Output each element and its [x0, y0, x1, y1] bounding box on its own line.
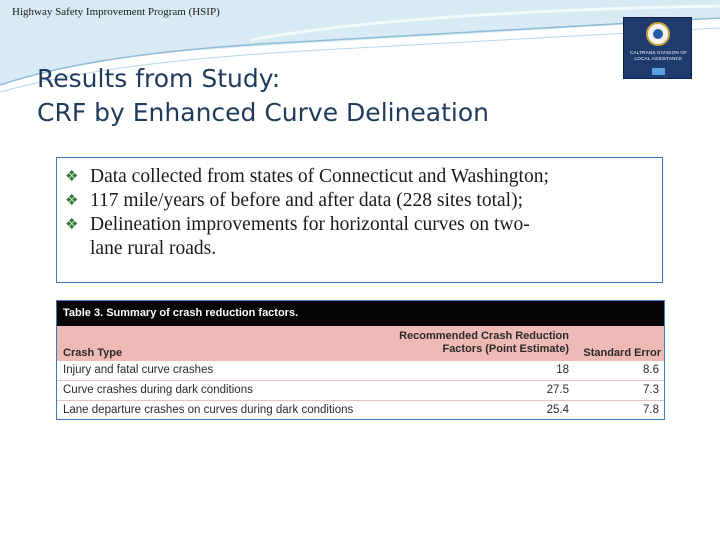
crf-summary-table — [56, 300, 665, 420]
slide-title — [37, 62, 489, 130]
cell-crf: 27.5 — [546, 384, 569, 396]
slide-title-line1: Results from Study: — [37, 64, 281, 93]
bullet-item — [64, 213, 662, 237]
header-caption: Highway Safety Improvement Program (HSIP) — [12, 6, 220, 18]
table-row — [57, 361, 664, 381]
bullet-text: Data collected from states of Connecticut and Washington; — [90, 166, 549, 187]
logo-mark-icon — [652, 68, 665, 75]
header-crf-line2: Factors (Point Estimate) — [442, 343, 569, 355]
diamond-bullet-icon: ❖ — [65, 217, 79, 233]
caltrans-logo — [623, 17, 692, 79]
diamond-bullet-icon: ❖ — [65, 169, 79, 185]
caltrans-seal-icon — [646, 22, 670, 46]
slide-title-line2: CRF by Enhanced Curve Delineation — [37, 98, 490, 127]
table-title: Table 3. Summary of crash reduction factors. — [57, 301, 664, 326]
bullet-text: lane rural roads. — [90, 238, 217, 259]
logo-text: CALTRANS DIVISION OF LOCAL ASSISTANCE — [629, 50, 688, 61]
header-crf-line1: Recommended Crash Reduction — [399, 330, 569, 342]
header-crf — [399, 330, 569, 356]
table-header-row — [57, 326, 664, 361]
cell-crash-type: Curve crashes during dark conditions — [63, 384, 253, 396]
cell-crash-type: Lane departure crashes on curves during dark conditions — [63, 404, 354, 416]
cell-standard-error: 7.3 — [643, 384, 659, 396]
header-standard-error: Standard Error — [583, 347, 661, 359]
bullet-item — [64, 165, 662, 189]
table-row — [57, 381, 664, 401]
cell-crash-type: Injury and fatal curve crashes — [63, 364, 214, 376]
bullet-text: Delineation improvements for horizontal curves on two- — [90, 214, 530, 235]
bullet-text: 117 mile/years of before and after data (228 sites total); — [90, 190, 523, 211]
diamond-bullet-icon: ❖ — [65, 193, 79, 209]
cell-standard-error: 8.6 — [643, 364, 659, 376]
bullet-item — [64, 189, 662, 213]
cell-crf: 25.4 — [546, 404, 569, 416]
cell-standard-error: 7.8 — [643, 404, 659, 416]
header-crash-type: Crash Type — [63, 347, 123, 359]
bullet-list — [56, 157, 663, 283]
table-row — [57, 401, 664, 420]
bullet-item-continuation — [64, 237, 662, 261]
cell-crf: 18 — [556, 364, 569, 376]
